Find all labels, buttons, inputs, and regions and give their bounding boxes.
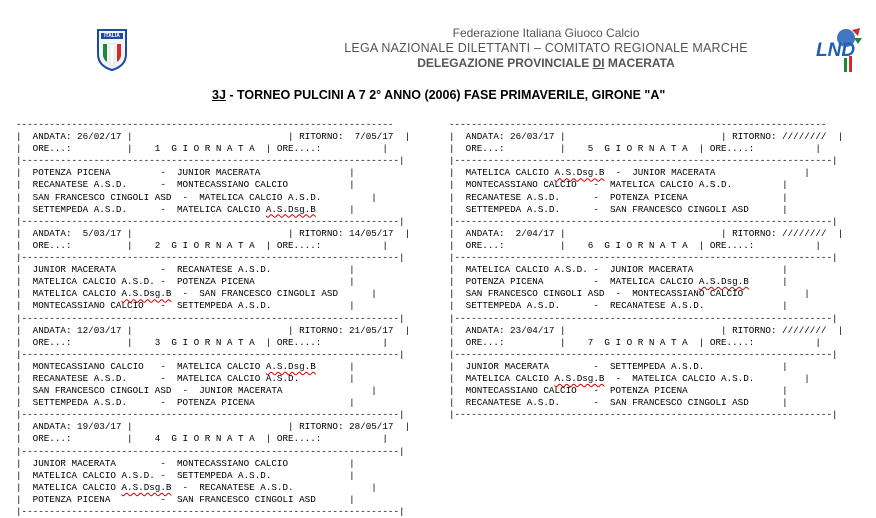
- home-team: MONTECASSIANO CALCIO: [32, 300, 144, 312]
- home-team: MONTECASSIANO CALCIO: [32, 360, 144, 372]
- match-pad-right: |: [271, 264, 355, 276]
- delegation-suffix: MACERATA: [604, 56, 675, 70]
- match-separator: -: [604, 167, 633, 179]
- match-row: [16, 373, 410, 385]
- away-team: MATELICA CALCIO A.S.D.: [610, 179, 733, 191]
- match-pad-right: |: [315, 493, 355, 505]
- figc-logo-text: ITALIA: [104, 33, 120, 39]
- away-team: SAN FRANCESCO CINGOLI ASD: [177, 493, 316, 505]
- home-team: MONTECASSIANO CALCIO: [465, 179, 577, 191]
- match-separator: -: [154, 276, 177, 288]
- match-pad-right: |: [288, 179, 355, 191]
- delegation-prefix: DELEGAZIONE PROVINCIALE: [417, 56, 593, 70]
- match-row: [16, 276, 410, 288]
- round-andata-row: | ANDATA: 26/02/17 | | RITORNO: 7/05/17 |: [16, 131, 411, 143]
- away-team: MATELICA CALCIO A.S.D.: [632, 372, 755, 384]
- round-rule: |--------------------------------------------------------------------|: [449, 252, 838, 264]
- match-pad-right: |: [732, 179, 788, 191]
- match-row: [16, 361, 410, 373]
- round-block: [449, 228, 843, 325]
- round-rule: |--------------------------------------------------------------------|: [16, 445, 405, 457]
- match-row: [16, 264, 410, 276]
- match-pad-right: |: [271, 469, 355, 481]
- round-rule: |--------------------------------------------------------------------|: [449, 409, 838, 421]
- match-row: [449, 167, 843, 179]
- match-pad-left: |: [449, 300, 466, 312]
- round-andata-row: | ANDATA: 23/04/17 | | RITORNO: //////// |: [449, 324, 844, 336]
- round-block: [16, 325, 410, 422]
- round-rule: |--------------------------------------------------------------------|: [16, 252, 405, 264]
- away-team: POTENZA PICENA: [177, 276, 255, 288]
- match-separator: -: [110, 167, 177, 179]
- away-team: RECANATESE A.S.D.: [199, 481, 294, 493]
- match-pad-right: |: [299, 372, 355, 384]
- round-giornata-row: | ORE...: | 7 G I O R N A T A | ORE....: |: [449, 336, 821, 348]
- home-team: RECANATESE A.S.D.: [32, 372, 128, 384]
- home-team: SETTEMPEDA A.S.D.: [465, 300, 561, 312]
- match-row: [449, 288, 843, 300]
- away-team: SETTEMPEDA A.S.D.: [177, 300, 272, 312]
- match-separator: -: [604, 372, 633, 384]
- round-andata-row: | ANDATA: 5/03/17 | | RITORNO: 14/05/17 |: [16, 227, 411, 239]
- match-pad-left: |: [16, 493, 33, 505]
- away-team: SETTEMPEDA A.S.D.: [177, 469, 272, 481]
- away-team: SAN FRANCESCO CINGOLI ASD: [610, 397, 749, 409]
- match-row: [449, 373, 843, 385]
- match-row: [449, 397, 843, 409]
- round-giornata-row: | ORE...: | 5 G I O R N A T A | ORE....: |: [449, 143, 821, 155]
- round-block: [16, 228, 410, 325]
- match-separator: -: [127, 397, 177, 409]
- match-pad-left: |: [16, 397, 33, 409]
- round-giornata-row: | ORE...: | 3 G I O R N A T A | ORE....: |: [16, 336, 388, 348]
- round-giornata-row: | ORE...: | 2 G I O R N A T A | ORE....: |: [16, 239, 388, 251]
- top-rule: --------------------------------------------------------------------: [16, 119, 394, 130]
- home-team: MATELICA CALCIO A.S.D.: [465, 264, 588, 276]
- round-rule: |--------------------------------------------------------------------|: [449, 155, 838, 167]
- away-team: MATELICA CALCIO A.S.Dsg.B: [610, 276, 749, 288]
- home-team: POTENZA PICENA: [32, 493, 111, 505]
- match-row: [449, 192, 843, 204]
- match-separator: -: [548, 360, 610, 372]
- match-pad-right: |: [338, 288, 377, 300]
- match-pad-right: |: [271, 300, 355, 312]
- round-rule: |--------------------------------------------------------------------|: [16, 348, 405, 360]
- away-team: MATELICA CALCIO A.S.D.: [177, 372, 300, 384]
- match-pad-left: |: [449, 397, 466, 409]
- round-andata-row: | ANDATA: 2/04/17 | | RITORNO: //////// |: [449, 227, 844, 239]
- match-pad-left: |: [16, 203, 33, 215]
- match-separator: -: [560, 191, 610, 203]
- home-team: SAN FRANCESCO CINGOLI ASD: [32, 385, 172, 397]
- match-separator: -: [560, 203, 610, 215]
- match-pad-right: |: [254, 397, 355, 409]
- home-team: POTENZA PICENA: [32, 167, 111, 179]
- round-rule: |--------------------------------------------------------------------|: [16, 312, 405, 324]
- match-separator: -: [587, 264, 610, 276]
- away-team: SAN FRANCESCO CINGOLI ASD: [610, 203, 749, 215]
- match-pad-left: |: [449, 276, 466, 288]
- home-team: RECANATESE A.S.D.: [465, 191, 561, 203]
- match-pad-right: |: [321, 191, 377, 203]
- match-pad-left: |: [16, 179, 33, 191]
- home-team: POTENZA PICENA: [465, 276, 544, 288]
- match-pad-left: |: [16, 469, 33, 481]
- away-team: SAN FRANCESCO CINGOLI ASD: [199, 288, 338, 300]
- away-team: JUNIOR MACERATA: [610, 264, 694, 276]
- tournament-title-text: - TORNEO PULCINI A 7 2° ANNO (2006) FASE PRIMAVERILE, GIRONE "A": [225, 88, 666, 102]
- round-rule: |--------------------------------------------------------------------|: [16, 215, 405, 227]
- match-row: [16, 288, 410, 300]
- home-team: MATELICA CALCIO A.S.Dsg.B: [465, 372, 605, 384]
- home-team: SAN FRANCESCO CINGOLI ASD: [32, 191, 172, 203]
- away-team: RECANATESE A.S.D.: [176, 264, 272, 276]
- away-team: JUNIOR MACERATA: [199, 385, 283, 397]
- match-pad-right: |: [743, 288, 810, 300]
- match-separator: -: [560, 397, 610, 409]
- home-team: JUNIOR MACERATA: [32, 457, 116, 469]
- lnd-logo-text: LND: [816, 40, 856, 61]
- match-pad-left: |: [16, 167, 33, 179]
- match-pad-left: |: [16, 288, 33, 300]
- match-pad-right: |: [704, 300, 788, 312]
- match-pad-left: |: [16, 300, 33, 312]
- match-row: [449, 385, 843, 397]
- home-team: MATELICA CALCIO A.S.Dsg.B: [32, 481, 172, 493]
- match-row: [16, 494, 410, 506]
- match-separator: -: [115, 264, 177, 276]
- match-pad-right: |: [693, 264, 788, 276]
- match-pad-left: |: [449, 372, 466, 384]
- match-pad-left: |: [449, 288, 466, 300]
- match-separator: -: [143, 360, 177, 372]
- away-team: POTENZA PICENA: [610, 191, 688, 203]
- round-giornata-row: | ORE...: | 6 G I O R N A T A | ORE....: |: [449, 239, 821, 251]
- round-rule: |--------------------------------------------------------------------|: [449, 348, 838, 360]
- match-pad-left: |: [449, 191, 466, 203]
- round-giornata-row: | ORE...: | 1 G I O R N A T A | ORE....: |: [16, 143, 388, 155]
- match-pad-left: |: [16, 481, 33, 493]
- match-separator: -: [127, 203, 177, 215]
- round-rule: |--------------------------------------------------------------------|: [449, 215, 838, 227]
- match-pad-left: |: [16, 264, 33, 276]
- match-separator: -: [110, 493, 177, 505]
- tournament-title: [212, 88, 665, 102]
- match-pad-right: |: [260, 167, 355, 179]
- league-name: LEGA NAZIONALE DILETTANTI – COMITATO REGIONALE MARCHE: [344, 41, 748, 55]
- home-team: MATELICA CALCIO A.S.D.: [32, 469, 155, 481]
- match-separator: -: [171, 288, 200, 300]
- home-team: RECANATESE A.S.D.: [32, 179, 128, 191]
- round-rule: |--------------------------------------------------------------------|: [16, 506, 405, 517]
- match-pad-right: |: [282, 385, 377, 397]
- federation-name: Federazione Italiana Giuoco Calcio: [452, 26, 640, 40]
- home-team: SETTEMPEDA A.S.D.: [32, 397, 128, 409]
- home-team: SAN FRANCESCO CINGOLI ASD: [465, 288, 605, 300]
- home-team: RECANATESE A.S.D.: [465, 397, 561, 409]
- round-andata-row: | ANDATA: 26/03/17 | | RITORNO: //////// |: [449, 131, 844, 143]
- home-team: JUNIOR MACERATA: [465, 360, 549, 372]
- match-pad-left: |: [16, 457, 33, 469]
- round-andata-row: | ANDATA: 12/03/17 | | RITORNO: 21/05/17 |: [16, 324, 411, 336]
- match-pad-right: |: [748, 203, 788, 215]
- away-team: JUNIOR MACERATA: [177, 167, 261, 179]
- match-separator: -: [560, 300, 610, 312]
- match-row: [16, 482, 410, 494]
- away-team: POTENZA PICENA: [177, 397, 255, 409]
- match-pad-left: |: [16, 360, 33, 372]
- home-team: SETTEMPEDA A.S.D.: [32, 203, 128, 215]
- away-team: MONTECASSIANO CALCIO: [177, 179, 289, 191]
- match-row: [449, 361, 843, 373]
- match-pad-left: |: [449, 167, 466, 179]
- match-pad-right: |: [754, 372, 810, 384]
- match-pad-right: |: [288, 457, 355, 469]
- match-row: [449, 300, 843, 312]
- round-block: [449, 131, 843, 228]
- match-pad-right: |: [715, 167, 810, 179]
- match-pad-left: |: [449, 179, 466, 191]
- home-team: MATELICA CALCIO A.S.D.: [32, 276, 155, 288]
- match-pad-right: |: [687, 191, 788, 203]
- round-rule: |--------------------------------------------------------------------|: [16, 155, 405, 167]
- match-row: [16, 397, 410, 409]
- match-pad-right: |: [687, 385, 788, 397]
- match-separator: -: [127, 372, 177, 384]
- match-row: [16, 179, 410, 191]
- match-separator: -: [171, 385, 200, 397]
- round-giornata-row: | ORE...: | 4 G I O R N A T A | ORE....: |: [16, 433, 388, 445]
- away-team: JUNIOR MACERATA: [632, 167, 716, 179]
- match-row: [449, 179, 843, 191]
- match-row: [449, 264, 843, 276]
- away-team: SETTEMPEDA A.S.D.: [609, 360, 705, 372]
- match-pad-left: |: [449, 264, 466, 276]
- away-team: MONTECASSIANO CALCIO: [632, 288, 744, 300]
- home-team: SETTEMPEDA A.S.D.: [465, 203, 561, 215]
- match-row: [16, 192, 410, 204]
- match-pad-left: |: [16, 276, 33, 288]
- round-rule: |--------------------------------------------------------------------|: [449, 312, 838, 324]
- match-pad-right: |: [748, 397, 788, 409]
- home-team: MATELICA CALCIO A.S.Dsg.B: [32, 288, 172, 300]
- schedule-left-column: [16, 119, 410, 518]
- match-separator: -: [576, 385, 610, 397]
- match-separator: -: [115, 457, 177, 469]
- match-pad-left: |: [16, 191, 33, 203]
- away-team: MONTECASSIANO CALCIO: [176, 457, 289, 469]
- home-team: JUNIOR MACERATA: [32, 264, 116, 276]
- round-block: [16, 131, 410, 228]
- match-separator: -: [127, 179, 177, 191]
- match-pad-left: |: [449, 203, 466, 215]
- match-separator: -: [154, 469, 177, 481]
- match-separator: -: [171, 191, 200, 203]
- match-pad-left: |: [449, 360, 466, 372]
- away-team: POTENZA PICENA: [610, 385, 688, 397]
- match-row: [16, 458, 410, 470]
- match-separator: -: [143, 300, 177, 312]
- match-separator: -: [171, 481, 200, 493]
- match-pad-right: |: [254, 276, 355, 288]
- match-pad-right: |: [315, 203, 355, 215]
- match-row: [16, 204, 410, 216]
- away-team: RECANATESE A.S.D.: [610, 300, 705, 312]
- match-row: [16, 300, 410, 312]
- away-team: MATELICA CALCIO A.S.Dsg.B: [177, 360, 316, 372]
- home-team: MONTECASSIANO CALCIO: [465, 385, 577, 397]
- match-pad-right: |: [704, 360, 788, 372]
- round-rule: |--------------------------------------------------------------------|: [16, 409, 405, 421]
- top-rule: --------------------------------------------------------------------: [449, 119, 827, 130]
- match-pad-right: |: [293, 481, 377, 493]
- match-separator: -: [604, 288, 633, 300]
- match-pad-left: |: [16, 372, 33, 384]
- away-team: MATELICA CALCIO A.S.Dsg.B: [177, 203, 316, 215]
- away-team: MATELICA CALCIO A.S.D.: [199, 191, 322, 203]
- match-separator: -: [543, 276, 610, 288]
- schedule-right-column: [449, 119, 843, 421]
- delegation-underlined: DI: [592, 56, 605, 70]
- match-separator: -: [576, 179, 610, 191]
- match-pad-right: |: [315, 360, 355, 372]
- delegation-name: [108, 56, 876, 70]
- tournament-code: 3J: [212, 88, 226, 102]
- round-block: [449, 325, 843, 422]
- match-pad-left: |: [16, 385, 33, 397]
- round-block: [16, 421, 410, 518]
- match-row: [449, 276, 843, 288]
- match-pad-right: |: [748, 276, 788, 288]
- match-pad-left: |: [449, 385, 466, 397]
- match-row: [16, 167, 410, 179]
- home-team: MATELICA CALCIO A.S.Dsg.B: [465, 167, 605, 179]
- match-row: [16, 470, 410, 482]
- round-andata-row: | ANDATA: 19/03/17 | | RITORNO: 28/05/17 |: [16, 421, 411, 433]
- match-row: [449, 204, 843, 216]
- match-row: [16, 385, 410, 397]
